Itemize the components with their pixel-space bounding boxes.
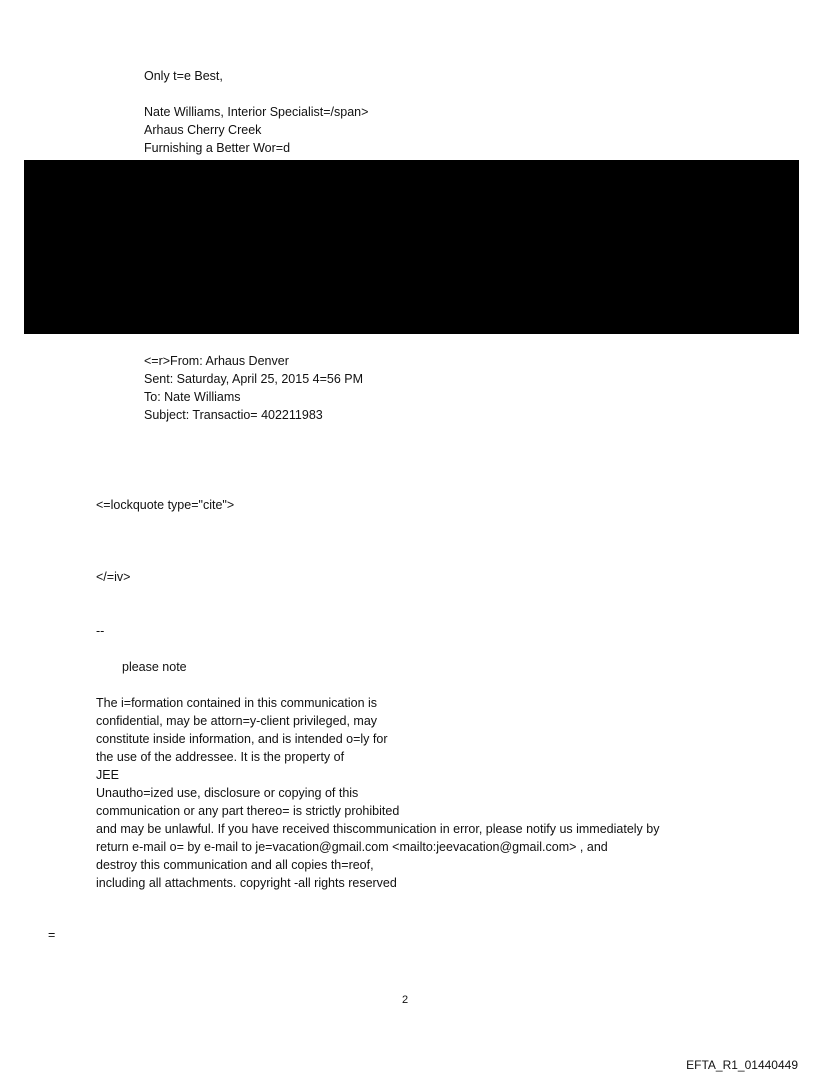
signature-closing: Only t=e Best,	[144, 69, 223, 83]
disclaimer-line: destroy this communication and all copies th=reof,	[96, 858, 374, 872]
disclaimer-line: constitute inside information, and is intended o=ly for	[96, 732, 388, 746]
quoted-from: <=r>From: Arhaus Denver	[144, 354, 289, 368]
page-number: 2	[402, 994, 409, 1006]
disclaimer-line: and may be unlawful. If you have received thiscommunication in error, please notify us immediately by	[96, 822, 660, 836]
quoted-subject: Subject: Transactio= 402211983	[144, 408, 323, 422]
close-div-fragment: </=iv>	[96, 570, 131, 584]
disclaimer-line: JEE	[96, 768, 119, 782]
redaction-block	[24, 160, 799, 334]
disclaimer-heading: please note	[122, 660, 187, 674]
document-id: EFTA_R1_01440449	[686, 1058, 798, 1072]
signature-tagline: Furnishing a Better Wor=d	[144, 141, 291, 155]
separator: --	[96, 624, 105, 638]
quoted-to: To: Nate Williams	[144, 390, 241, 404]
stray-equals: =	[48, 928, 56, 942]
disclaimer-line: return e-mail o= by e-mail to je=vacation@gmail.com <mailto:jeevacation@gmail.com> , and	[96, 840, 608, 854]
disclaimer-line: including all attachments. copyright -all rights reserved	[96, 876, 397, 890]
blockquote-fragment: <=lockquote type="cite">	[96, 498, 235, 512]
disclaimer-line: confidential, may be attorn=y-client privileged, may	[96, 714, 378, 728]
quoted-sent: Sent: Saturday, April 25, 2015 4=56 PM	[144, 372, 364, 386]
signature-name: Nate Williams, Interior Specialist=/span>	[144, 105, 369, 119]
disclaimer-line: the use of the addressee. It is the property of	[96, 750, 345, 764]
disclaimer-line: The i=formation contained in this communication is	[96, 696, 378, 710]
disclaimer-line: communication or any part thereo= is strictly prohibited	[96, 804, 400, 818]
disclaimer-line: Unautho=ized use, disclosure or copying of this	[96, 786, 359, 800]
signature-store: Arhaus Cherry Creek	[144, 123, 262, 137]
